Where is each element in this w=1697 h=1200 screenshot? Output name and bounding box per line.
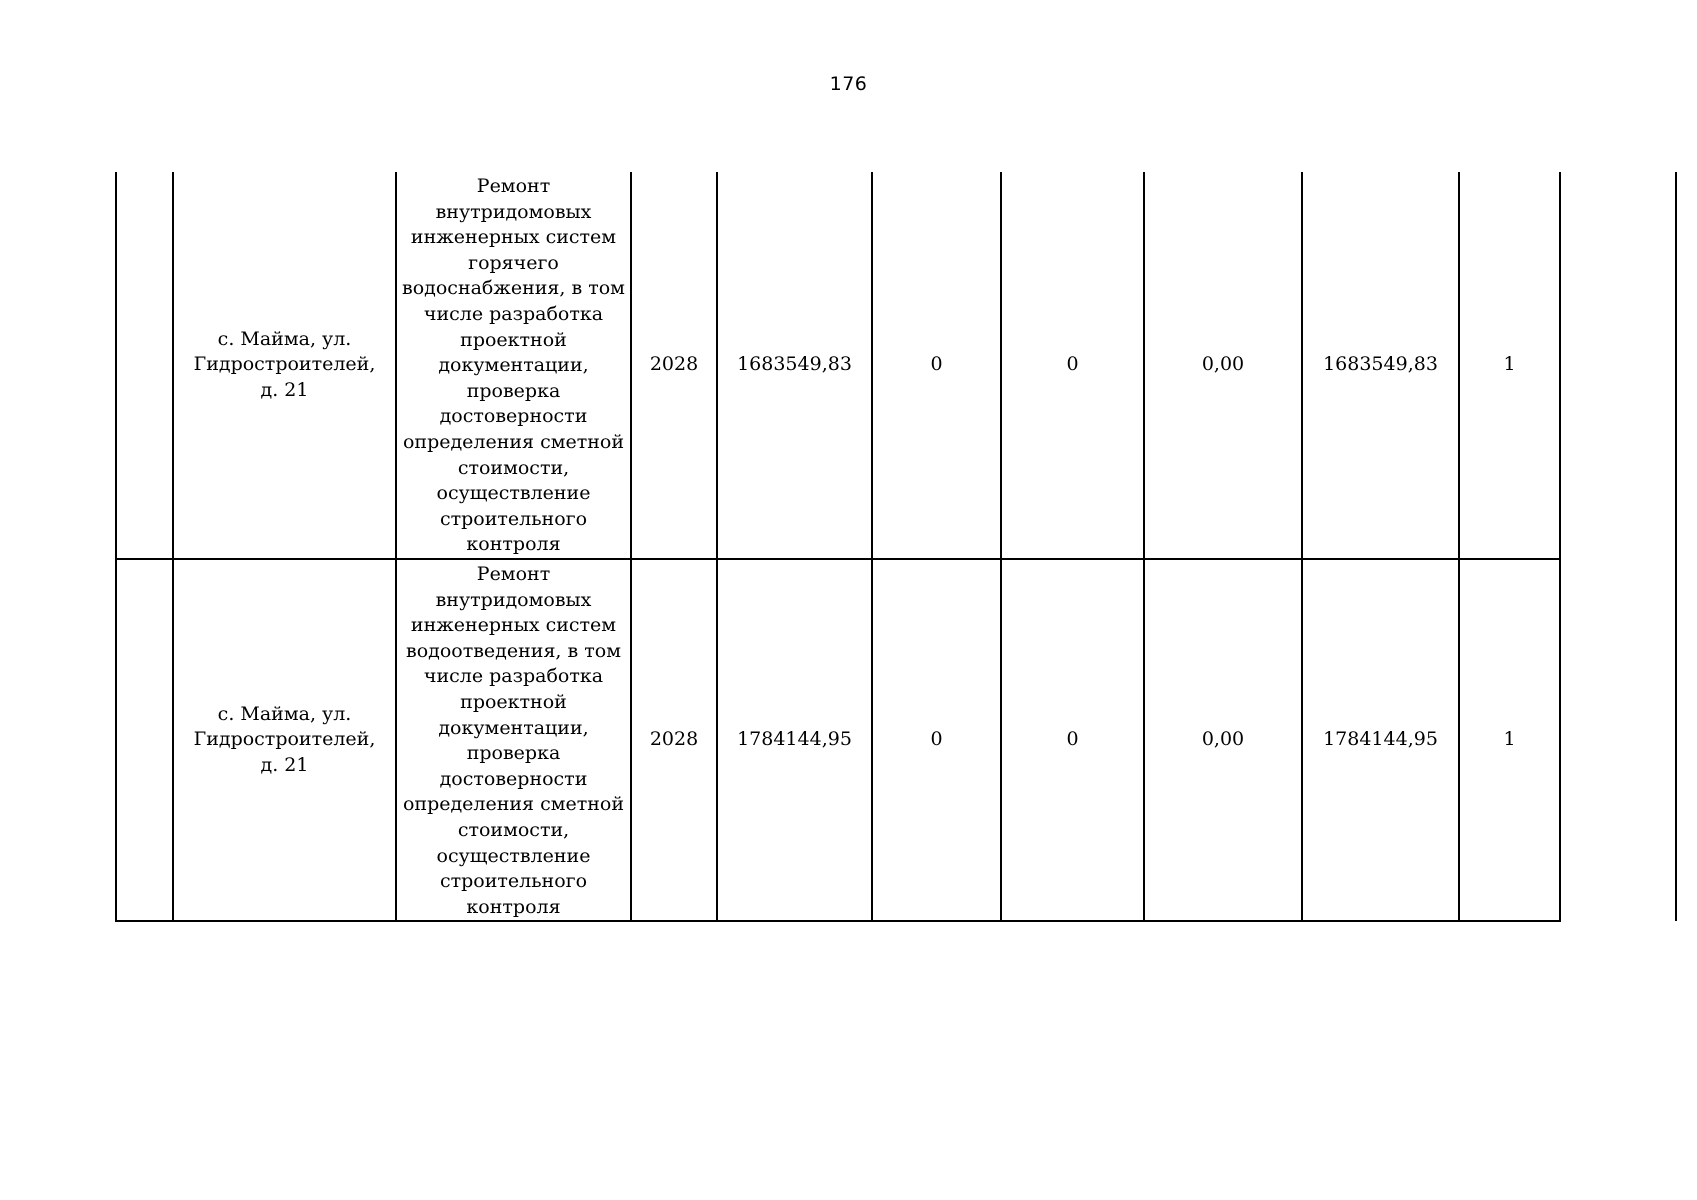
description-line: определения сметной [402, 793, 625, 816]
address-cell [173, 172, 396, 559]
description-line: определения сметной [402, 430, 625, 453]
description-line: контроля [466, 533, 561, 556]
count-cell: 1 [1459, 559, 1560, 921]
description-line: осуществление [436, 482, 591, 505]
description-line: достоверности [439, 405, 588, 428]
description-line: проектной [460, 690, 567, 713]
description-line: контроля [466, 895, 561, 918]
description-line: числе разработка [423, 665, 604, 688]
address-line: с. Майма, ул. [217, 702, 352, 725]
repair-works-table [115, 172, 1677, 922]
fund-cell: 0 [872, 172, 1001, 559]
description-line: достоверности [439, 767, 588, 790]
budget-cell: 0 [1001, 559, 1144, 921]
description-line: внутридомовых [435, 200, 592, 223]
count-cell: 1 [1459, 172, 1560, 559]
description-line: стоимости, [457, 818, 570, 841]
address-line: д. 21 [260, 753, 309, 776]
description-cell [396, 172, 631, 559]
description-line: внутридомовых [435, 588, 592, 611]
description-line: горячего [468, 251, 559, 274]
year-cell: 2028 [631, 172, 717, 559]
description-line: Ремонт [476, 563, 551, 585]
owners-funds-cell: 1683549,83 [1302, 172, 1459, 559]
total-cost-cell: 1784144,95 [717, 559, 872, 921]
description-line: проверка [466, 742, 561, 765]
year-cell: 2028 [631, 559, 717, 921]
description-line: инженерных систем [410, 614, 617, 637]
address-line: д. 21 [260, 378, 309, 401]
other-cell: 0,00 [1144, 559, 1302, 921]
description-cell [396, 559, 631, 921]
address-line: с. Майма, ул. [217, 327, 352, 350]
page-number: 176 [829, 73, 868, 95]
description-line: документации, [438, 716, 589, 739]
address-line: Гидростроителей, [193, 728, 376, 751]
total-cost-cell: 1683549,83 [717, 172, 872, 559]
description-line: проектной [460, 328, 567, 351]
budget-cell: 0 [1001, 172, 1144, 559]
index-cell [116, 172, 173, 559]
description-line: документации, [438, 354, 589, 377]
description-line: водоснабжения, в том [402, 277, 625, 300]
other-cell: 0,00 [1144, 172, 1302, 559]
description-line: инженерных систем [410, 226, 617, 249]
description-line: строительного [439, 507, 588, 530]
address-cell [173, 559, 396, 921]
description-line: Ремонт [476, 175, 551, 198]
table-row [116, 172, 1676, 559]
index-cell [116, 559, 173, 921]
description-line: строительного [439, 870, 588, 893]
fund-cell: 0 [872, 559, 1001, 921]
description-line: проверка [466, 379, 561, 402]
empty-cell [1560, 172, 1676, 921]
owners-funds-cell: 1784144,95 [1302, 559, 1459, 921]
description-line: водоотведения, в том [406, 639, 621, 662]
address-line: Гидростроителей, [193, 353, 376, 376]
description-line: осуществление [436, 844, 591, 867]
table-row [116, 559, 1676, 921]
description-line: числе разработка [423, 303, 604, 326]
description-line: стоимости, [457, 456, 570, 479]
